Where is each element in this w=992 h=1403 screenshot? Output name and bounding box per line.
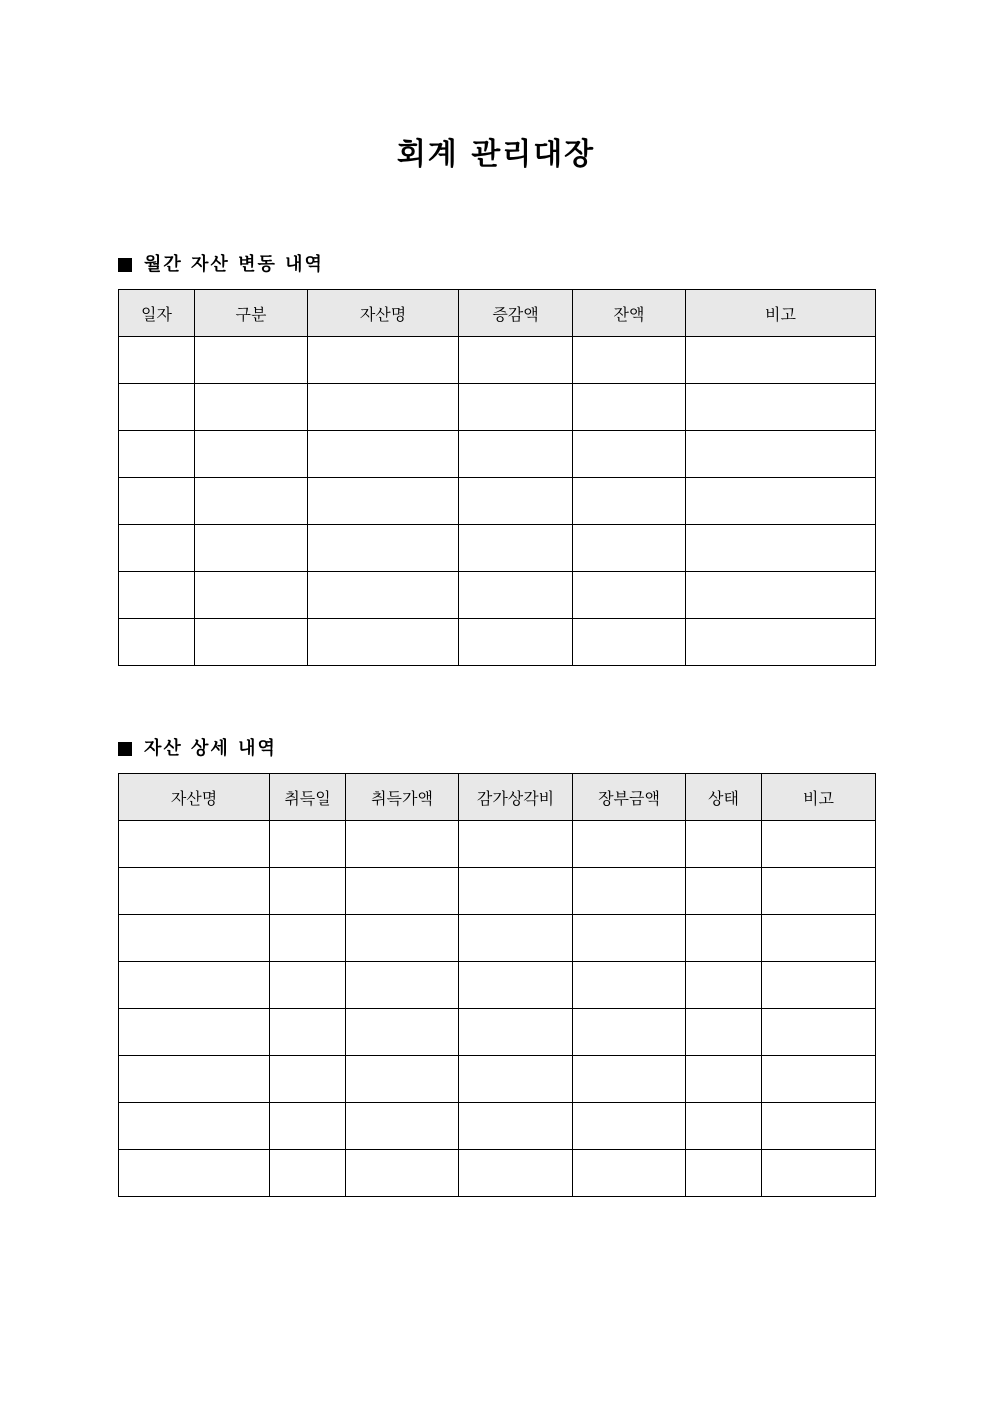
table-cell[interactable] <box>119 525 195 572</box>
table-cell[interactable] <box>119 384 195 431</box>
table-cell[interactable] <box>762 821 876 868</box>
monthly-changes-table <box>118 289 876 666</box>
table-cell[interactable] <box>686 619 876 666</box>
column-header: 취득가액 <box>346 774 459 821</box>
asset-details-body <box>119 821 876 1197</box>
table-row <box>119 962 876 1009</box>
table-cell[interactable] <box>573 337 686 384</box>
table-cell[interactable] <box>270 962 346 1009</box>
table-cell[interactable] <box>686 868 762 915</box>
table-cell[interactable] <box>195 525 308 572</box>
table-row <box>119 821 876 868</box>
table-cell[interactable] <box>308 525 459 572</box>
column-header: 잔액 <box>573 290 686 337</box>
table-cell[interactable] <box>573 525 686 572</box>
table-cell[interactable] <box>119 1103 270 1150</box>
table-cell[interactable] <box>686 337 876 384</box>
table-cell[interactable] <box>346 915 459 962</box>
square-bullet-icon <box>118 258 132 272</box>
table-cell[interactable] <box>762 868 876 915</box>
column-header: 일자 <box>119 290 195 337</box>
table-row <box>119 478 876 525</box>
table-cell[interactable] <box>573 1056 686 1103</box>
column-header: 자산명 <box>119 774 270 821</box>
table-cell[interactable] <box>686 1056 762 1103</box>
table-cell[interactable] <box>686 1150 762 1197</box>
table-cell[interactable] <box>119 868 270 915</box>
table-cell[interactable] <box>119 962 270 1009</box>
table-cell[interactable] <box>346 821 459 868</box>
table-cell[interactable] <box>762 1009 876 1056</box>
table-cell[interactable] <box>346 868 459 915</box>
table-cell[interactable] <box>459 1103 573 1150</box>
table-cell[interactable] <box>573 431 686 478</box>
table-cell[interactable] <box>308 431 459 478</box>
table-cell[interactable] <box>686 1103 762 1150</box>
table-cell[interactable] <box>308 572 459 619</box>
table-cell[interactable] <box>762 1150 876 1197</box>
table-cell[interactable] <box>686 478 876 525</box>
table-cell[interactable] <box>573 384 686 431</box>
table-cell[interactable] <box>119 915 270 962</box>
monthly-changes-heading <box>118 253 324 277</box>
column-header: 증감액 <box>459 290 573 337</box>
column-header: 장부금액 <box>573 774 686 821</box>
table-cell[interactable] <box>270 1103 346 1150</box>
monthly-changes-heading-text: 월간 자산 변동 내역 <box>144 254 324 275</box>
table-cell[interactable] <box>195 431 308 478</box>
table-cell[interactable] <box>573 1103 686 1150</box>
table-cell[interactable] <box>762 962 876 1009</box>
table-row <box>119 337 876 384</box>
table-cell[interactable] <box>459 572 573 619</box>
table-cell[interactable] <box>459 431 573 478</box>
table-cell[interactable] <box>459 915 573 962</box>
table-cell[interactable] <box>459 1150 573 1197</box>
square-bullet-icon <box>118 742 132 756</box>
table-cell[interactable] <box>459 1056 573 1103</box>
table-cell[interactable] <box>270 1009 346 1056</box>
table-cell[interactable] <box>459 525 573 572</box>
table-row <box>119 1009 876 1056</box>
table-cell[interactable] <box>459 1009 573 1056</box>
table-cell[interactable] <box>686 915 762 962</box>
table-cell[interactable] <box>762 915 876 962</box>
table-cell[interactable] <box>459 384 573 431</box>
table-cell[interactable] <box>119 1009 270 1056</box>
table-row <box>119 868 876 915</box>
column-header: 비고 <box>762 774 876 821</box>
table-row <box>119 525 876 572</box>
table-row <box>119 1150 876 1197</box>
table-cell[interactable] <box>573 821 686 868</box>
table-cell[interactable] <box>195 478 308 525</box>
table-cell[interactable] <box>346 1009 459 1056</box>
table-cell[interactable] <box>308 478 459 525</box>
table-cell[interactable] <box>573 478 686 525</box>
table-cell[interactable] <box>686 572 876 619</box>
table-cell[interactable] <box>119 337 195 384</box>
table-header-row <box>119 774 876 821</box>
table-cell[interactable] <box>459 619 573 666</box>
table-cell[interactable] <box>762 1056 876 1103</box>
table-cell[interactable] <box>573 572 686 619</box>
table-cell[interactable] <box>119 572 195 619</box>
table-cell[interactable] <box>573 962 686 1009</box>
table-row <box>119 572 876 619</box>
table-cell[interactable] <box>308 337 459 384</box>
table-cell[interactable] <box>686 962 762 1009</box>
column-header: 감가상각비 <box>459 774 573 821</box>
asset-details-heading-text: 자산 상세 내역 <box>144 738 277 759</box>
table-cell[interactable] <box>270 915 346 962</box>
column-header: 자산명 <box>308 290 459 337</box>
table-cell[interactable] <box>119 619 195 666</box>
table-cell[interactable] <box>346 1150 459 1197</box>
table-cell[interactable] <box>270 1150 346 1197</box>
table-cell[interactable] <box>686 384 876 431</box>
table-cell[interactable] <box>346 962 459 1009</box>
table-cell[interactable] <box>686 431 876 478</box>
table-cell[interactable] <box>119 478 195 525</box>
table-cell[interactable] <box>686 525 876 572</box>
table-cell[interactable] <box>573 915 686 962</box>
asset-details-heading <box>118 737 277 761</box>
table-cell[interactable] <box>119 1056 270 1103</box>
column-header: 비고 <box>686 290 876 337</box>
table-cell[interactable] <box>686 1009 762 1056</box>
table-cell[interactable] <box>119 1150 270 1197</box>
table-cell[interactable] <box>270 1056 346 1103</box>
column-header: 구분 <box>195 290 308 337</box>
table-cell[interactable] <box>308 384 459 431</box>
monthly-changes-body <box>119 337 876 666</box>
table-cell[interactable] <box>459 337 573 384</box>
table-cell[interactable] <box>195 572 308 619</box>
table-cell[interactable] <box>573 1009 686 1056</box>
table-cell[interactable] <box>346 1056 459 1103</box>
table-cell[interactable] <box>119 431 195 478</box>
table-row <box>119 1056 876 1103</box>
table-cell[interactable] <box>573 1150 686 1197</box>
table-cell[interactable] <box>346 1103 459 1150</box>
table-row <box>119 1103 876 1150</box>
table-row <box>119 384 876 431</box>
table-cell[interactable] <box>195 337 308 384</box>
document-title: 회계 관리대장 <box>396 137 596 172</box>
table-cell[interactable] <box>459 962 573 1009</box>
table-cell[interactable] <box>270 821 346 868</box>
table-cell[interactable] <box>195 619 308 666</box>
table-cell[interactable] <box>459 478 573 525</box>
column-header: 상태 <box>686 774 762 821</box>
column-header: 취득일 <box>270 774 346 821</box>
table-cell[interactable] <box>270 868 346 915</box>
table-cell[interactable] <box>573 619 686 666</box>
table-row <box>119 431 876 478</box>
table-cell[interactable] <box>573 868 686 915</box>
table-cell[interactable] <box>119 821 270 868</box>
table-cell[interactable] <box>459 821 573 868</box>
table-row <box>119 915 876 962</box>
table-cell[interactable] <box>459 868 573 915</box>
asset-details-table <box>118 773 876 1197</box>
table-cell[interactable] <box>686 821 762 868</box>
table-header-row <box>119 290 876 337</box>
table-cell[interactable] <box>195 384 308 431</box>
table-cell[interactable] <box>762 1103 876 1150</box>
table-cell[interactable] <box>308 619 459 666</box>
table-row <box>119 619 876 666</box>
